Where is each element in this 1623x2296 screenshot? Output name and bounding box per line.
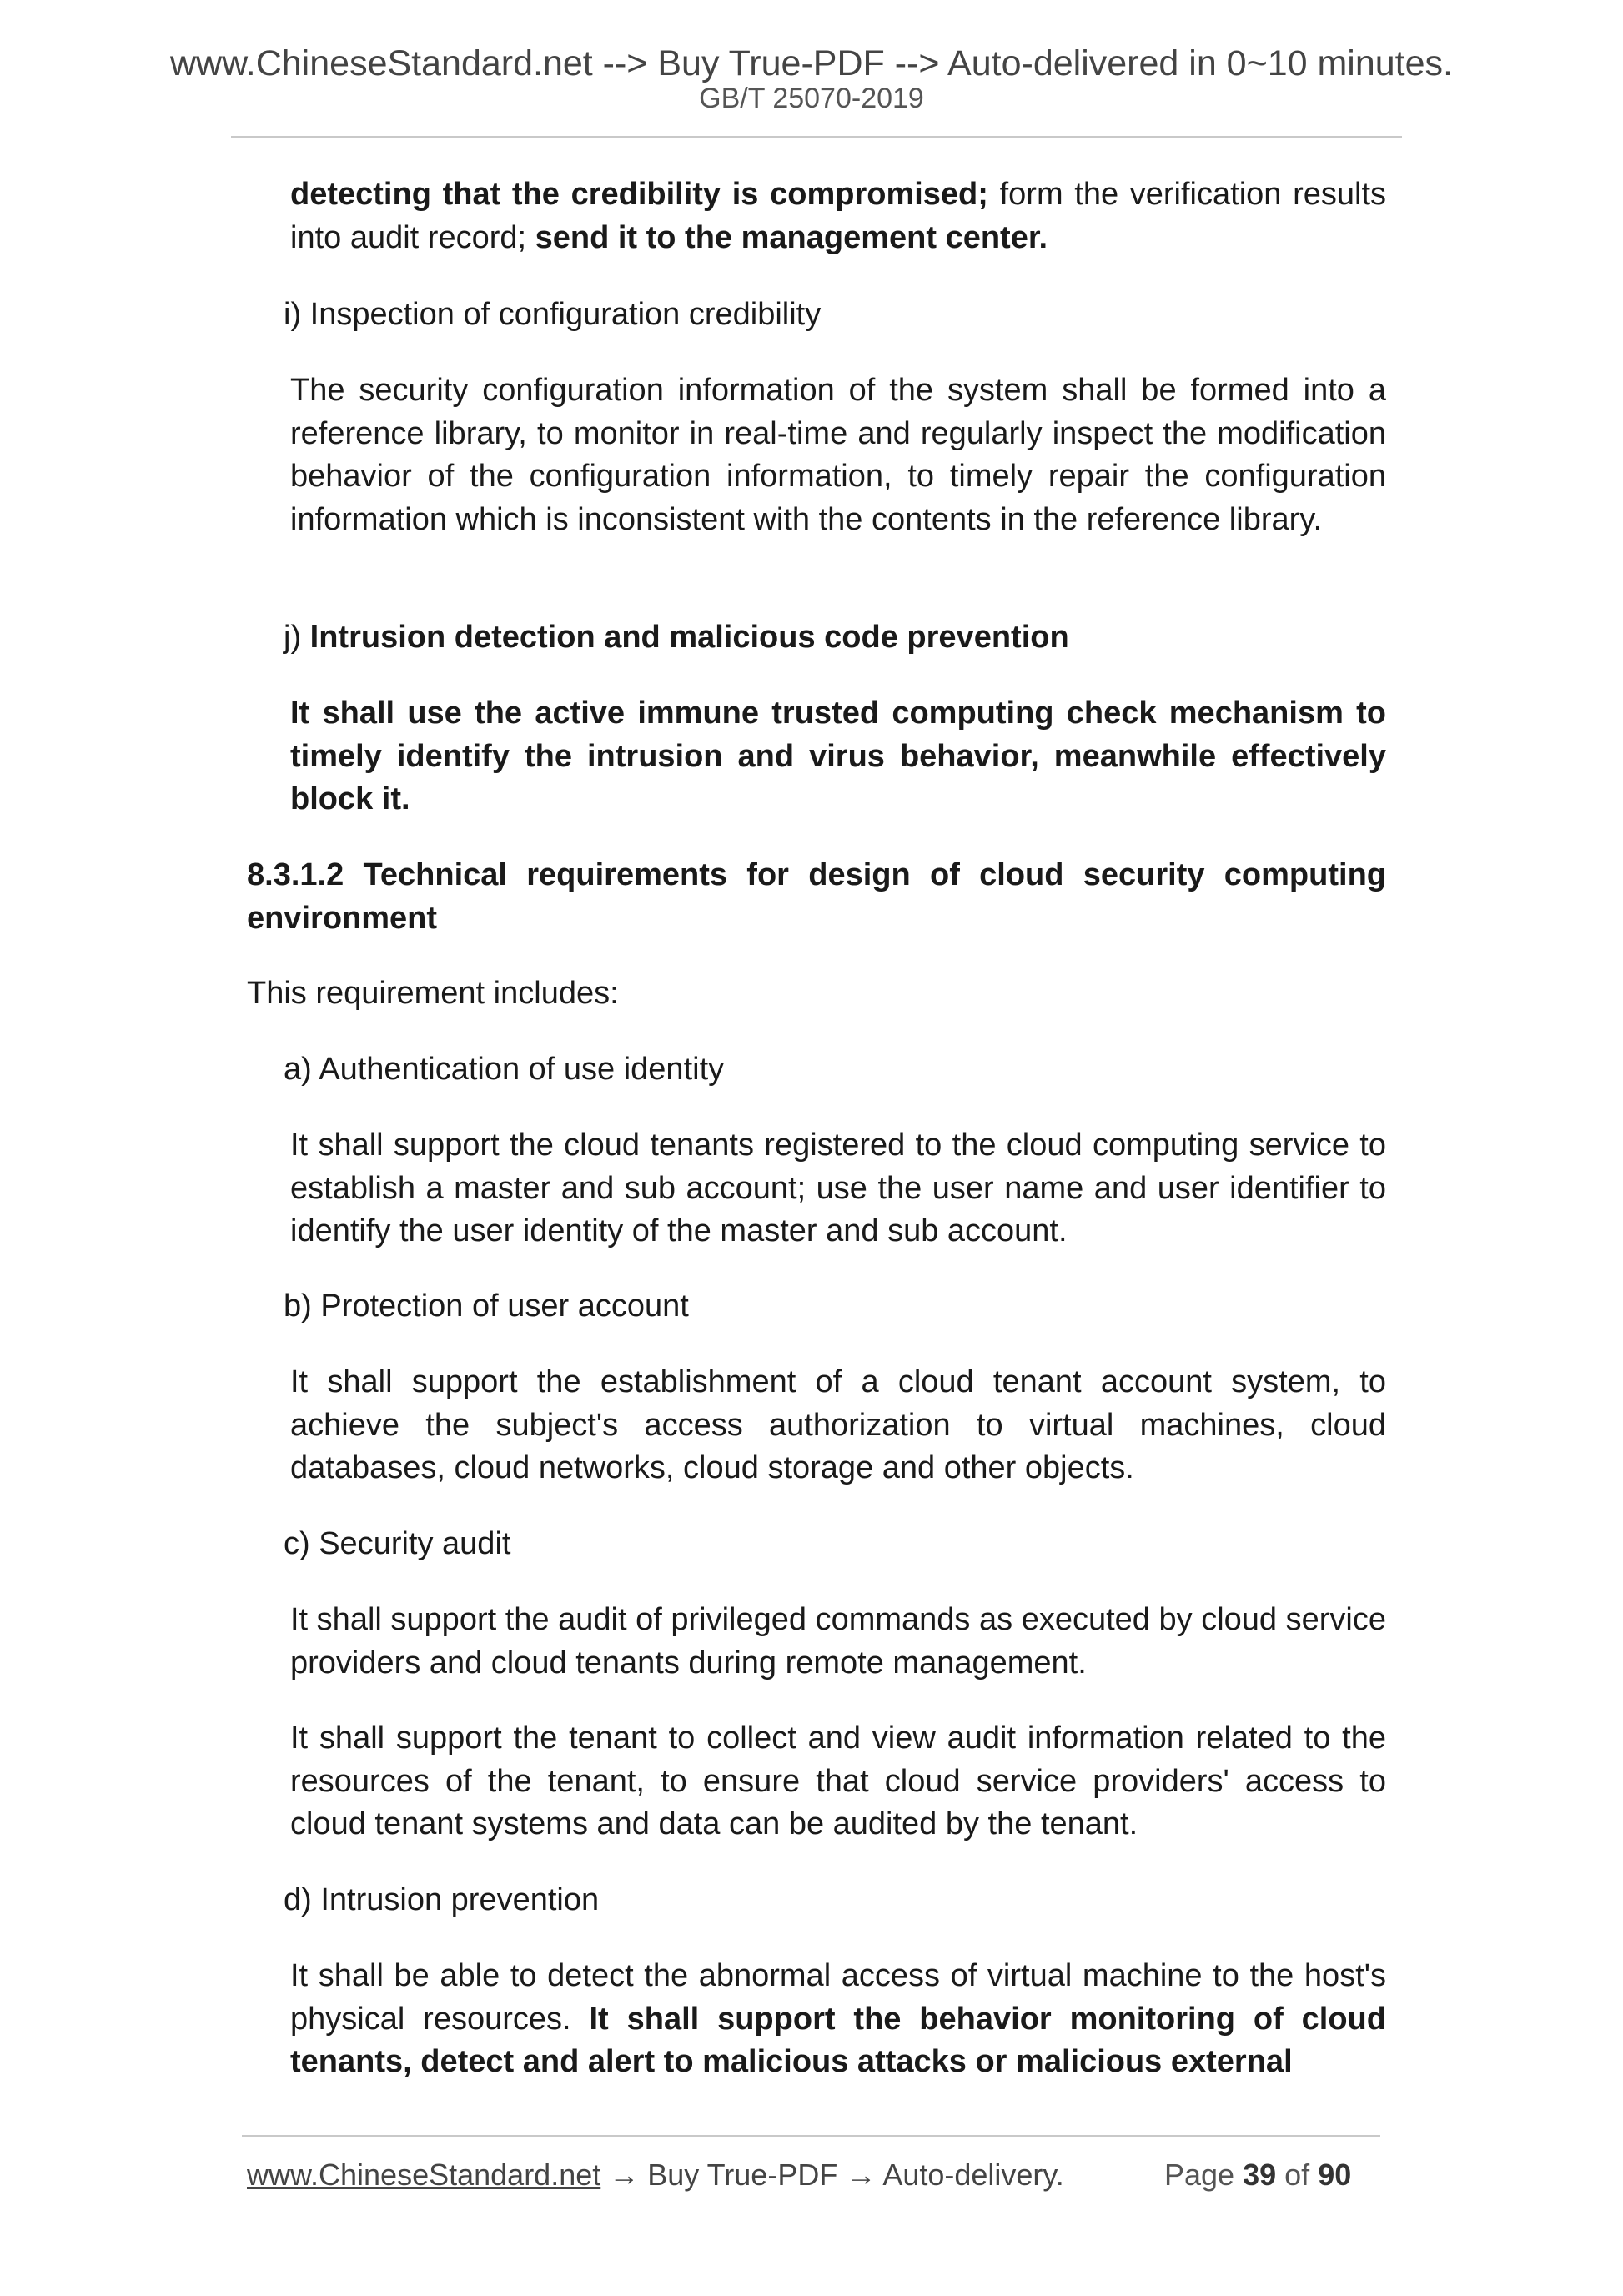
footer-divider — [242, 2135, 1380, 2137]
section-heading: 8.3.1.2 Technical requirements for design of cloud security computing environment — [247, 857, 1386, 936]
item-text-a: It shall support the cloud tenants registered to the cloud computing service to establish a master and sub account; use the user name and user identifier to identify the user identity of the master and sub account. — [290, 1128, 1386, 1248]
plain-phrase: form the verification results into audit record; — [290, 177, 1386, 255]
item-title: Intrusion detection and malicious code prevention — [309, 620, 1069, 655]
site-link[interactable]: www.ChineseStandard.net — [247, 2158, 601, 2192]
total-pages: 90 — [1318, 2158, 1352, 2192]
plain-phrase: It shall be able to detect the abnormal access of virtual machine to the host's physical resources. — [290, 1958, 1386, 2037]
item-text-j: It shall use the active immune trusted computing check mechanism to timely identify the intrusion and virus behavior, meanwhile effectively block it. — [290, 696, 1386, 816]
bold-phrase: detecting that the credibility is compromised; — [290, 177, 988, 212]
item-heading-j — [284, 616, 1384, 660]
item-heading-a: a) Authentication of use identity — [284, 1052, 725, 1087]
footer-links-text: → Buy True-PDF → Auto-delivery. — [600, 2158, 1064, 2192]
item-text-c1: It shall support the audit of privileged commands as executed by cloud service providers and cloud tenants during remote management. — [290, 1602, 1386, 1681]
item-heading-c: c) Security audit — [284, 1526, 511, 1561]
item-text-d — [290, 1955, 1386, 2084]
page-indicator — [1164, 2157, 1351, 2193]
item-prefix: j) — [284, 620, 310, 655]
footer-links — [247, 2157, 1064, 2193]
item-heading-i: i) Inspection of configuration credibility — [284, 297, 822, 332]
header-divider — [231, 136, 1402, 138]
standard-number: GB/T 25070-2019 — [699, 83, 924, 114]
page-word: Page — [1164, 2158, 1235, 2192]
item-heading-b: b) Protection of user account — [284, 1289, 689, 1324]
item-text-b: It shall support the establishment of a cloud tenant account system, to achieve the subject's access authorization to virtual machines, cloud databases, cloud networks, cloud storage and other objects. — [290, 1364, 1386, 1485]
bold-phrase: send it to the management center. — [535, 219, 1048, 255]
continued-paragraph — [290, 173, 1386, 259]
top-banner: www.ChineseStandard.net --> Buy True-PDF --> Auto-delivered in 0~10 minutes. — [169, 43, 1453, 83]
item-heading-d: d) Intrusion prevention — [284, 1882, 600, 1917]
item-text-i: The security configuration information of the system shall be formed into a reference library, to monitor in real-time and regularly inspect the modification behavior of the configuration information, to timely repair the configuration information which is inconsistent with the contents in the reference library. — [290, 373, 1386, 537]
requirement-intro: This requirement includes: — [247, 976, 619, 1011]
of-word: of — [1284, 2158, 1310, 2192]
item-text-c2: It shall support the tenant to collect and view audit information related to the resources of the tenant, to ensure that cloud service providers' access to cloud tenant systems and data can be audited by the tenant. — [290, 1721, 1386, 1841]
bold-phrase: It shall support the behavior monitoring of cloud tenants, detect and alert to malicious attacks or malicious external — [290, 2001, 1386, 2079]
current-page: 39 — [1243, 2158, 1277, 2192]
